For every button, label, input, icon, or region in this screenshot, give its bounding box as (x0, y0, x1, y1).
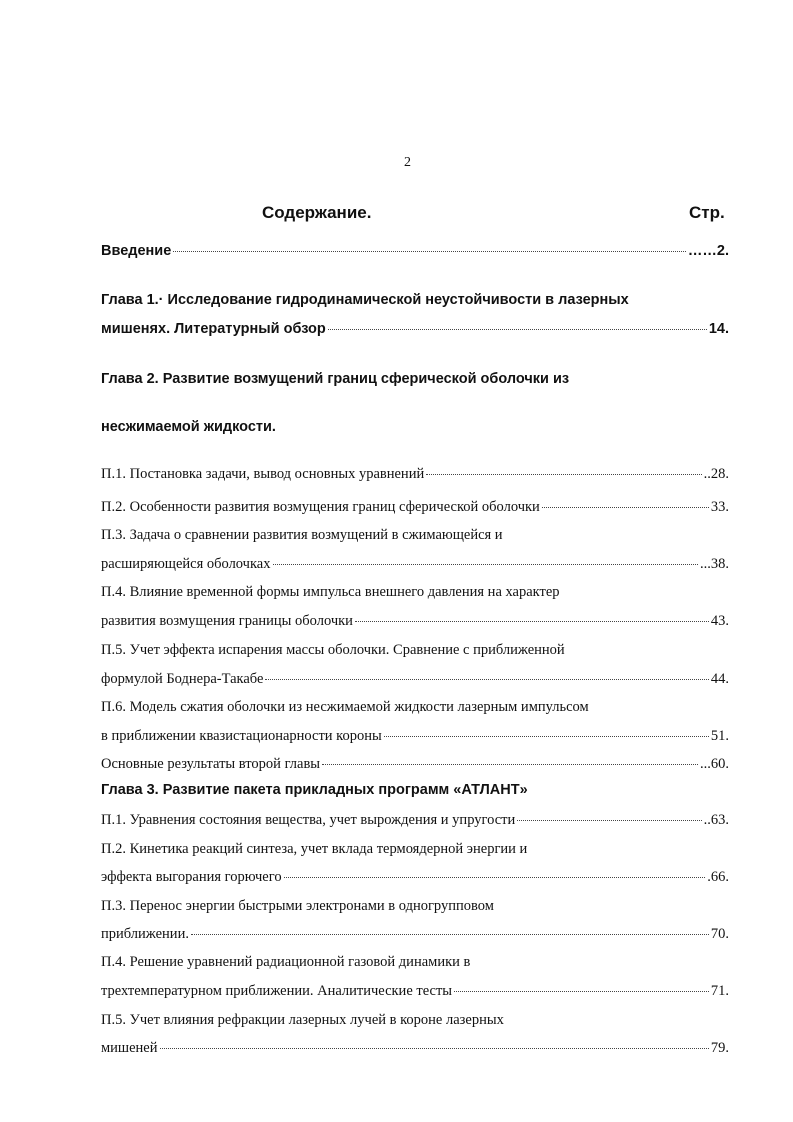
toc-item-page: ..63. (703, 812, 729, 828)
toc-item-text: П.1. Уравнения состояния вещества, учет вырождения и упругости (101, 812, 516, 828)
dot-leader (542, 507, 709, 508)
page-number: 2 (404, 155, 411, 170)
toc-ch3-item2-line1 (101, 841, 729, 858)
toc-intro-label: Введение (101, 243, 172, 259)
dot-leader (265, 679, 708, 680)
dot-leader (355, 621, 709, 622)
toc-chapter1-line2 (101, 321, 729, 337)
toc-item-page: 79. (710, 1040, 729, 1056)
toc-ch2-item5-line1 (101, 642, 729, 659)
toc-item-text: Основные результаты второй главы (101, 756, 321, 772)
toc-chapter1-page: 14. (708, 321, 729, 337)
toc-item-text-cont: формулой Боднера-Такабе (101, 671, 264, 687)
toc-item-page: 44. (710, 671, 729, 687)
toc-item-page: ...38. (700, 556, 729, 572)
toc-ch3-item4-line1 (101, 954, 729, 971)
toc-chapter3 (101, 782, 729, 798)
toc-ch2-summary (101, 756, 729, 773)
toc-ch2-item6-line2 (101, 728, 729, 745)
toc-chapter1-line1 (101, 292, 729, 308)
toc-chapter2-line2 (101, 419, 729, 435)
toc-chapter2-title-cont: несжимаемой жидкости. (101, 419, 276, 435)
page-column-label: Стр. (689, 203, 725, 222)
toc-item-page: 71. (710, 983, 729, 999)
toc-item-text: П.4. Решение уравнений радиационной газовой динамики в (101, 954, 471, 970)
toc-chapter1-title: Глава 1.· Исследование гидродинамической неустойчивости в лазерных (101, 292, 629, 308)
dot-leader (426, 474, 701, 475)
toc-ch2-item4-line2 (101, 613, 729, 630)
toc-item-text: П.5. Учет влияния рефракции лазерных лучей в короне лазерных (101, 1012, 504, 1028)
dot-leader (328, 329, 707, 330)
dot-leader (384, 736, 709, 737)
dot-leader (273, 564, 699, 565)
toc-ch2-item3-line1 (101, 527, 729, 544)
toc-item-text: П.1. Постановка задачи, вывод основных уравнений (101, 466, 425, 482)
toc-item-text: П.2. Особенности развития возмущения границ сферической оболочки (101, 499, 540, 515)
dot-leader (517, 820, 701, 821)
dot-leader (284, 877, 706, 878)
toc-item-text-cont: приближении. (101, 926, 189, 942)
toc-chapter2-line1 (101, 371, 729, 387)
toc-item-page: 33. (710, 499, 729, 515)
toc-item-text: П.4. Влияние временной формы импульса внешнего давления на характер (101, 584, 560, 600)
toc-item-text: П.5. Учет эффекта испарения массы оболочки. Сравнение с приближенной (101, 642, 565, 658)
toc-item-page: .66. (707, 869, 729, 885)
toc-item-text-cont: расширяющейся оболочках (101, 556, 271, 572)
toc-ch3-item1 (101, 812, 729, 829)
toc-item-text: П.2. Кинетика реакций синтеза, учет вклада термоядерной энергии и (101, 841, 528, 857)
toc-ch3-item2-line2 (101, 869, 729, 886)
toc-item-page: ..28. (703, 466, 729, 482)
contents-title: Содержание. (262, 203, 372, 222)
toc-item-text: П.3. Перенос энергии быстрыми электронами в одногрупповом (101, 898, 494, 914)
toc-item-text-cont: в приближении квазистационарности короны (101, 728, 382, 744)
dot-leader (454, 991, 709, 992)
dot-leader (173, 251, 686, 252)
toc-intro-page: ……2. (687, 243, 729, 259)
toc-item-text-cont: эффекта выгорания горючего (101, 869, 282, 885)
dot-leader (191, 934, 709, 935)
toc-ch2-item6-line1 (101, 699, 729, 716)
toc-ch2-item5-line2 (101, 671, 729, 688)
toc-item-text-cont: развития возмущения границы оболочки (101, 613, 353, 629)
toc-ch2-item1 (101, 466, 729, 483)
dot-leader (322, 764, 698, 765)
toc-intro (101, 243, 729, 259)
toc-chapter2-title: Глава 2. Развитие возмущений границ сферической оболочки из (101, 371, 570, 387)
toc-ch3-item3-line1 (101, 898, 729, 915)
toc-item-text-cont: трехтемпературном приближении. Аналитические тесты (101, 983, 453, 999)
dot-leader (160, 1048, 709, 1049)
toc-ch3-item5-line2 (101, 1040, 729, 1057)
toc-item-text-cont: мишеней (101, 1040, 158, 1056)
toc-item-text: П.3. Задача о сравнении развития возмущений в сжимающейся и (101, 527, 503, 543)
toc-chapter1-title-cont: мишенях. Литературный обзор (101, 321, 326, 337)
toc-item-page: ...60. (700, 756, 729, 772)
toc-item-page: 43. (710, 613, 729, 629)
toc-chapter3-title: Глава 3. Развитие пакета прикладных программ «АТЛАНТ» (101, 782, 528, 798)
toc-ch3-item5-line1 (101, 1012, 729, 1029)
toc-ch3-item4-line2 (101, 983, 729, 1000)
toc-item-text: П.6. Модель сжатия оболочки из несжимаемой жидкости лазерным импульсом (101, 699, 589, 715)
toc-ch2-item4-line1 (101, 584, 729, 601)
toc-item-page: 51. (710, 728, 729, 744)
toc-ch2-item3-line2 (101, 556, 729, 573)
toc-item-page: 70. (710, 926, 729, 942)
toc-ch2-item2 (101, 499, 729, 516)
toc-ch3-item3-line2 (101, 926, 729, 943)
